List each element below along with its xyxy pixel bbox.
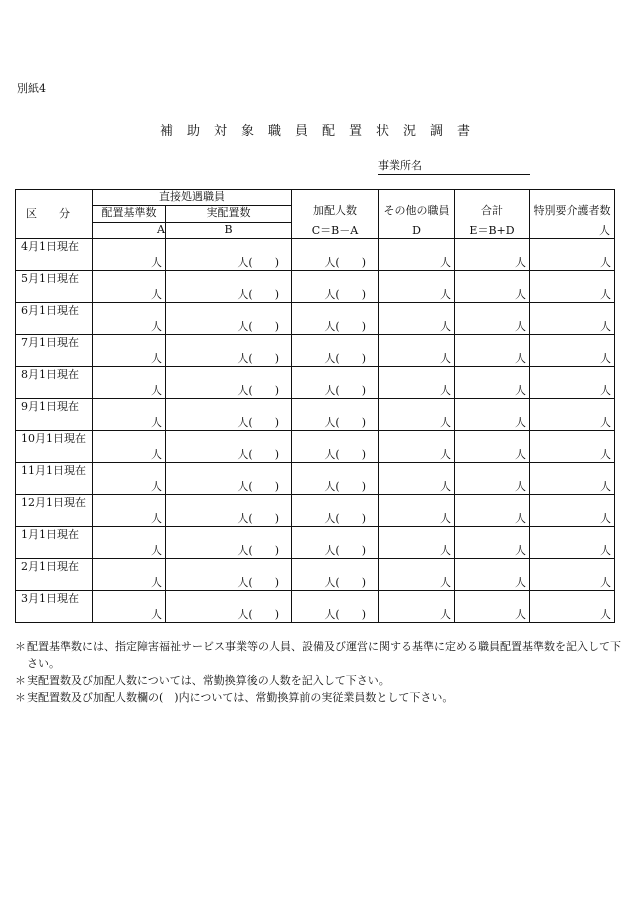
table-row [16,271,615,303]
unit-label: 人 [151,448,162,461]
unit-label: 人 [151,320,162,333]
total-cell[interactable] [455,463,530,495]
unit-label: 人 [440,384,451,397]
total-cell[interactable] [455,303,530,335]
actual-count-cell[interactable] [166,399,292,431]
added-count-cell[interactable] [292,431,379,463]
unit-label: 人 [515,480,526,493]
month-label: 2月1日現在 [16,559,93,591]
total-cell[interactable] [455,239,530,271]
added-count-cell[interactable] [292,239,379,271]
page-title: 補助対象職員配置状況調書 [159,124,484,139]
unit-label: 人( ) [324,384,366,397]
unit-label: 人 [151,384,162,397]
asterisk-icon: ＊ [15,640,26,653]
unit-label: 人 [600,384,611,397]
standard-count-cell[interactable] [93,239,166,271]
header-direct-staff: 直接処遇職員 [93,190,292,206]
other-staff-cell[interactable] [379,431,455,463]
unit-label: 人( ) [324,416,366,429]
table-row [16,335,615,367]
unit-label: 人 [151,544,162,557]
unit-label: 人 [600,352,611,365]
unit-label: 人( ) [237,544,279,557]
unit-label: 人( ) [237,448,279,461]
actual-count-cell[interactable] [166,431,292,463]
other-staff-cell[interactable] [379,367,455,399]
unit-label: 人( ) [237,320,279,333]
unit-label: 人 [600,256,611,269]
unit-label: 人 [515,512,526,525]
unit-label: 人 [440,544,451,557]
standard-count-cell[interactable] [93,335,166,367]
unit-label: 人 [440,320,451,333]
added-count-cell[interactable] [292,367,379,399]
total-cell[interactable] [455,527,530,559]
total-cell[interactable] [455,591,530,623]
unit-label: 人 [151,256,162,269]
table-row [16,239,615,271]
actual-count-cell[interactable] [166,463,292,495]
standard-count-cell[interactable] [93,399,166,431]
unit-label: 人 [515,416,526,429]
header-kubun: 区 分 [16,190,93,239]
header-actual-code: B [166,222,292,238]
standard-count-cell[interactable] [93,271,166,303]
header-added: 加配人数 C＝B－A [292,190,379,239]
standard-count-cell[interactable] [93,527,166,559]
special-care-cell[interactable] [530,495,615,527]
unit-label: 人 [600,320,611,333]
unit-label: 人 [515,320,526,333]
note-text: 配置基準数には、指定障害福祉サービス事業等の人員、設備及び運営に関する基準に定める職員配置基準数を記入して下さい。 [27,640,621,670]
month-label: 8月1日現在 [16,367,93,399]
unit-label: 人 [515,256,526,269]
total-cell[interactable] [455,559,530,591]
header-other-staff: その他の職員 D [379,190,455,239]
unit-label: 人( ) [237,512,279,525]
other-staff-cell[interactable] [379,399,455,431]
unit-label: 人 [515,576,526,589]
unit-label: 人 [151,512,162,525]
added-count-cell[interactable] [292,399,379,431]
unit-label: 人 [440,512,451,525]
actual-count-cell[interactable] [166,271,292,303]
added-count-cell[interactable] [292,335,379,367]
unit-label: 人 [600,480,611,493]
added-count-cell[interactable] [292,527,379,559]
unit-label: 人 [151,480,162,493]
month-label: 10月1日現在 [16,431,93,463]
table-row [16,495,615,527]
note-text: 実配置数及び加配人数欄の( )内については、常勤換算前の実従業員数として下さい。 [27,691,454,704]
unit-label: 人 [515,544,526,557]
unit-label: 人 [600,448,611,461]
unit-label: 人( ) [324,576,366,589]
note-text: 実配置数及び加配人数については、常勤換算後の人数を記入して下さい。 [27,674,390,687]
standard-count-cell[interactable] [93,431,166,463]
standard-count-cell[interactable] [93,367,166,399]
actual-count-cell[interactable] [166,527,292,559]
total-cell[interactable] [455,399,530,431]
actual-count-cell[interactable] [166,239,292,271]
special-care-cell[interactable] [530,463,615,495]
added-count-cell[interactable] [292,559,379,591]
unit-label: 人 [515,608,526,621]
special-care-cell[interactable] [530,335,615,367]
note-item [15,672,621,689]
total-cell[interactable] [455,335,530,367]
unit-label: 人( ) [324,320,366,333]
other-staff-cell[interactable] [379,335,455,367]
unit-label: 人( ) [237,288,279,301]
month-label: 1月1日現在 [16,527,93,559]
office-name-field[interactable]: 事業所名 [378,157,530,175]
unit-label: 人( ) [324,544,366,557]
month-label: 5月1日現在 [16,271,93,303]
unit-label: 人 [440,416,451,429]
unit-label: 人 [151,576,162,589]
total-cell[interactable] [455,271,530,303]
actual-count-cell[interactable] [166,591,292,623]
special-care-cell[interactable] [530,399,615,431]
table-row [16,559,615,591]
unit-label: 人( ) [237,608,279,621]
special-care-cell[interactable] [530,239,615,271]
unit-label: 人( ) [237,416,279,429]
unit-label: 人( ) [237,256,279,269]
standard-count-cell[interactable] [93,591,166,623]
unit-label: 人 [600,576,611,589]
other-staff-cell[interactable] [379,591,455,623]
note-item [15,638,621,672]
added-count-cell[interactable] [292,463,379,495]
table-row [16,399,615,431]
special-care-cell[interactable] [530,591,615,623]
actual-count-cell[interactable] [166,367,292,399]
unit-label: 人 [440,608,451,621]
unit-label: 人 [600,288,611,301]
special-care-cell[interactable] [530,303,615,335]
header-special-care: 特別要介護者数 人 [530,190,615,239]
month-label: 12月1日現在 [16,495,93,527]
table-row [16,367,615,399]
month-label: 6月1日現在 [16,303,93,335]
added-count-cell[interactable] [292,591,379,623]
unit-label: 人 [151,416,162,429]
special-care-cell[interactable] [530,431,615,463]
other-staff-cell[interactable] [379,527,455,559]
unit-label: 人 [600,416,611,429]
notes-section [15,638,621,706]
unit-label: 人( ) [237,576,279,589]
unit-label: 人 [515,352,526,365]
month-label: 4月1日現在 [16,239,93,271]
unit-label: 人 [151,608,162,621]
note-item [15,689,621,706]
unit-label: 人 [151,288,162,301]
unit-label: 人 [600,512,611,525]
unit-label: 人 [515,448,526,461]
table-row [16,431,615,463]
special-care-cell[interactable] [530,559,615,591]
unit-label: 人( ) [324,288,366,301]
unit-label: 人 [600,544,611,557]
added-count-cell[interactable] [292,495,379,527]
month-label: 3月1日現在 [16,591,93,623]
unit-label: 人( ) [324,352,366,365]
header-actual: 実配置数 [166,206,292,222]
unit-label: 人 [515,384,526,397]
special-care-cell[interactable] [530,367,615,399]
header-standard: 配置基準数 [93,206,166,222]
other-staff-cell[interactable] [379,271,455,303]
other-staff-cell[interactable] [379,495,455,527]
unit-label: 人 [440,576,451,589]
month-label: 7月1日現在 [16,335,93,367]
actual-count-cell[interactable] [166,559,292,591]
unit-label: 人 [600,608,611,621]
asterisk-icon: ＊ [15,691,26,704]
added-count-cell[interactable] [292,303,379,335]
header-standard-code: A [93,222,166,238]
standard-count-cell[interactable] [93,303,166,335]
unit-label: 人 [440,288,451,301]
unit-label: 人( ) [324,448,366,461]
actual-count-cell[interactable] [166,495,292,527]
unit-label: 人( ) [324,256,366,269]
unit-label: 人( ) [237,384,279,397]
unit-label: 人( ) [237,352,279,365]
unit-label: 人 [440,256,451,269]
other-staff-cell[interactable] [379,559,455,591]
unit-label: 人 [440,352,451,365]
staff-allocation-table [15,189,615,623]
table-row [16,591,615,623]
actual-count-cell[interactable] [166,335,292,367]
actual-count-cell[interactable] [166,303,292,335]
standard-count-cell[interactable] [93,463,166,495]
standard-count-cell[interactable] [93,495,166,527]
total-cell[interactable] [455,367,530,399]
unit-label: 人 [151,352,162,365]
unit-label: 人 [440,480,451,493]
other-staff-cell[interactable] [379,303,455,335]
month-label: 11月1日現在 [16,463,93,495]
unit-label: 人( ) [324,480,366,493]
month-label: 9月1日現在 [16,399,93,431]
unit-label: 人( ) [237,480,279,493]
table-row [16,463,615,495]
unit-label: 人 [515,288,526,301]
asterisk-icon: ＊ [15,674,26,687]
special-care-cell[interactable] [530,271,615,303]
total-cell[interactable] [455,495,530,527]
unit-label: 人 [440,448,451,461]
total-cell[interactable] [455,431,530,463]
unit-label: 人( ) [324,512,366,525]
unit-label: 人( ) [324,608,366,621]
special-care-cell[interactable] [530,527,615,559]
header-total: 合計 E＝B+D [455,190,530,239]
table-row [16,303,615,335]
other-staff-cell[interactable] [379,463,455,495]
added-count-cell[interactable] [292,271,379,303]
other-staff-cell[interactable] [379,239,455,271]
table-row [16,527,615,559]
attachment-label: 別紙4 [17,82,46,95]
standard-count-cell[interactable] [93,559,166,591]
